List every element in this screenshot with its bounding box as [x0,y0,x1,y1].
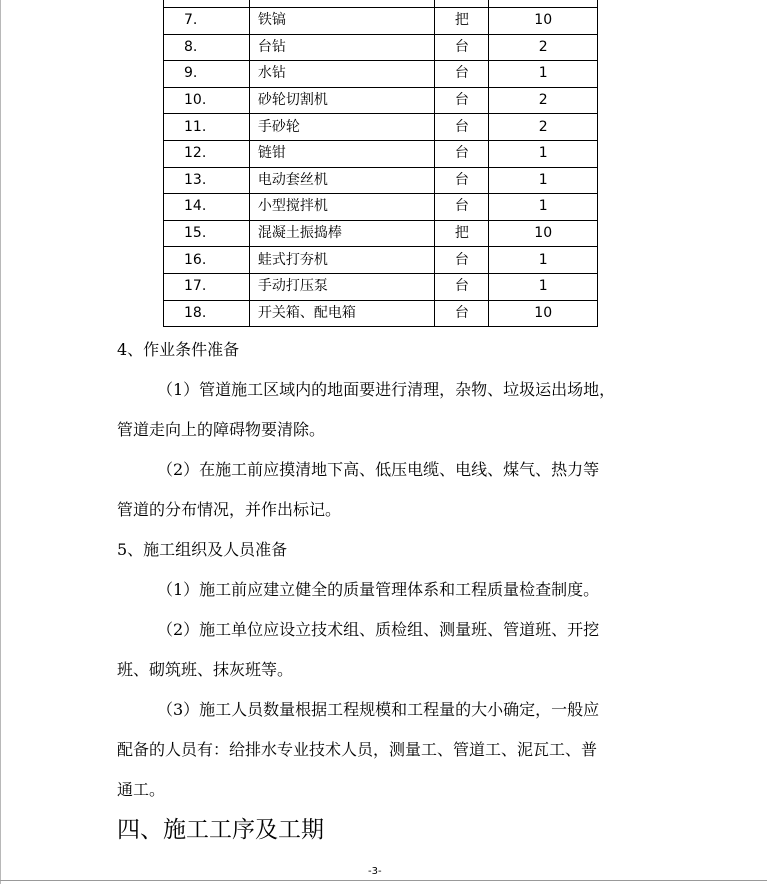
table-row [164,300,598,327]
table-row [164,87,598,114]
equipment-name: 链钳 [249,140,434,167]
equipment-name: 台钻 [249,34,434,61]
table-row [164,220,598,247]
s5-paragraph-3-line-2: 配备的人员有：给排水专业技术人员，测量工、管道工、泥瓦工、普 [117,740,598,759]
quantity-cell: 10 [489,220,598,247]
s5-paragraph-2-line-1: （2）施工单位应设立技术组、质检组、测量班、管道班、开挖 [157,620,600,639]
quantity-cell: 1 [489,140,598,167]
section-5-heading: 5、施工组织及人员准备 [117,540,288,559]
quantity-cell: 2 [489,34,598,61]
equipment-name: 电动套丝机 [249,167,434,194]
unit-cell [435,0,489,8]
quantity-cell: 1 [489,194,598,221]
row-number: 17. [164,273,250,300]
table-row [164,8,598,35]
unit-cell: 台 [435,87,489,114]
equipment-name: 混凝土振捣棒 [249,220,434,247]
section-4-heading: 4、作业条件准备 [117,340,240,359]
quantity-cell [489,0,598,8]
equipment-name: 手动打压泵 [249,273,434,300]
page-edge [0,0,1,884]
quantity-cell: 10 [489,8,598,35]
unit-cell: 台 [435,114,489,141]
equipment-name: 铁镐 [249,8,434,35]
unit-cell: 台 [435,194,489,221]
s4-paragraph-2-line-2: 管道的分布情况，并作出标记。 [117,500,342,519]
equipment-name: 砂轮切割机 [249,87,434,114]
s5-paragraph-1-line-1: （1）施工前应建立健全的质量管理体系和工程质量检查制度。 [157,580,600,599]
quantity-cell: 2 [489,114,598,141]
row-number: 15. [164,220,250,247]
unit-cell: 台 [435,61,489,88]
row-number: 13. [164,167,250,194]
table-row [164,61,598,88]
equipment-name: 手砂轮 [249,114,434,141]
row-number: 7. [164,8,250,35]
row-number: 8. [164,34,250,61]
equipment-table [163,0,598,327]
row-number: 16. [164,247,250,274]
unit-cell: 台 [435,247,489,274]
row-number: 18. [164,300,250,327]
equipment-name: 小型搅拌机 [249,194,434,221]
s4-paragraph-1-line-1: （1）管道施工区域内的地面要进行清理，杂物、垃圾运出场地， [157,380,616,399]
unit-cell: 把 [435,220,489,247]
equipment-name: 水钻 [249,61,434,88]
quantity-cell: 1 [489,247,598,274]
s5-paragraph-2-line-2: 班、砌筑班、抹灰班等。 [117,660,294,679]
row-number: 12. [164,140,250,167]
s5-paragraph-3-line-1: （3）施工人员数量根据工程规模和工程量的大小确定，一般应 [157,700,600,719]
unit-cell: 台 [435,34,489,61]
table-row [164,167,598,194]
s5-paragraph-3-line-3: 通工。 [117,780,166,799]
unit-cell: 台 [435,140,489,167]
quantity-cell: 1 [489,273,598,300]
unit-cell: 台 [435,273,489,300]
unit-cell: 把 [435,8,489,35]
row-number: 11. [164,114,250,141]
s4-paragraph-1-line-2: 管道走向上的障碍物要清除。 [117,420,326,439]
quantity-cell: 10 [489,300,598,327]
table-row [164,247,598,274]
equipment-name: 蛙式打夯机 [249,247,434,274]
unit-cell: 台 [435,167,489,194]
footer-rule [0,880,767,881]
row-number: 14. [164,194,250,221]
quantity-cell: 1 [489,61,598,88]
unit-cell: 台 [435,300,489,327]
table-row [164,0,598,8]
row-number: 9. [164,61,250,88]
equipment-name: 开关箱、配电箱 [249,300,434,327]
row-number: 10. [164,87,250,114]
page-number: -3- [368,866,382,877]
table-row [164,34,598,61]
equipment-name [249,0,434,8]
table-row [164,140,598,167]
row-number [164,0,250,8]
quantity-cell: 2 [489,87,598,114]
table-row [164,194,598,221]
s4-paragraph-2-line-1: （2）在施工前应摸清地下高、低压电缆、电线、煤气、热力等 [157,460,600,479]
quantity-cell: 1 [489,167,598,194]
table-row [164,114,598,141]
chapter-heading: 四、施工工序及工期 [117,817,324,843]
table-row [164,273,598,300]
